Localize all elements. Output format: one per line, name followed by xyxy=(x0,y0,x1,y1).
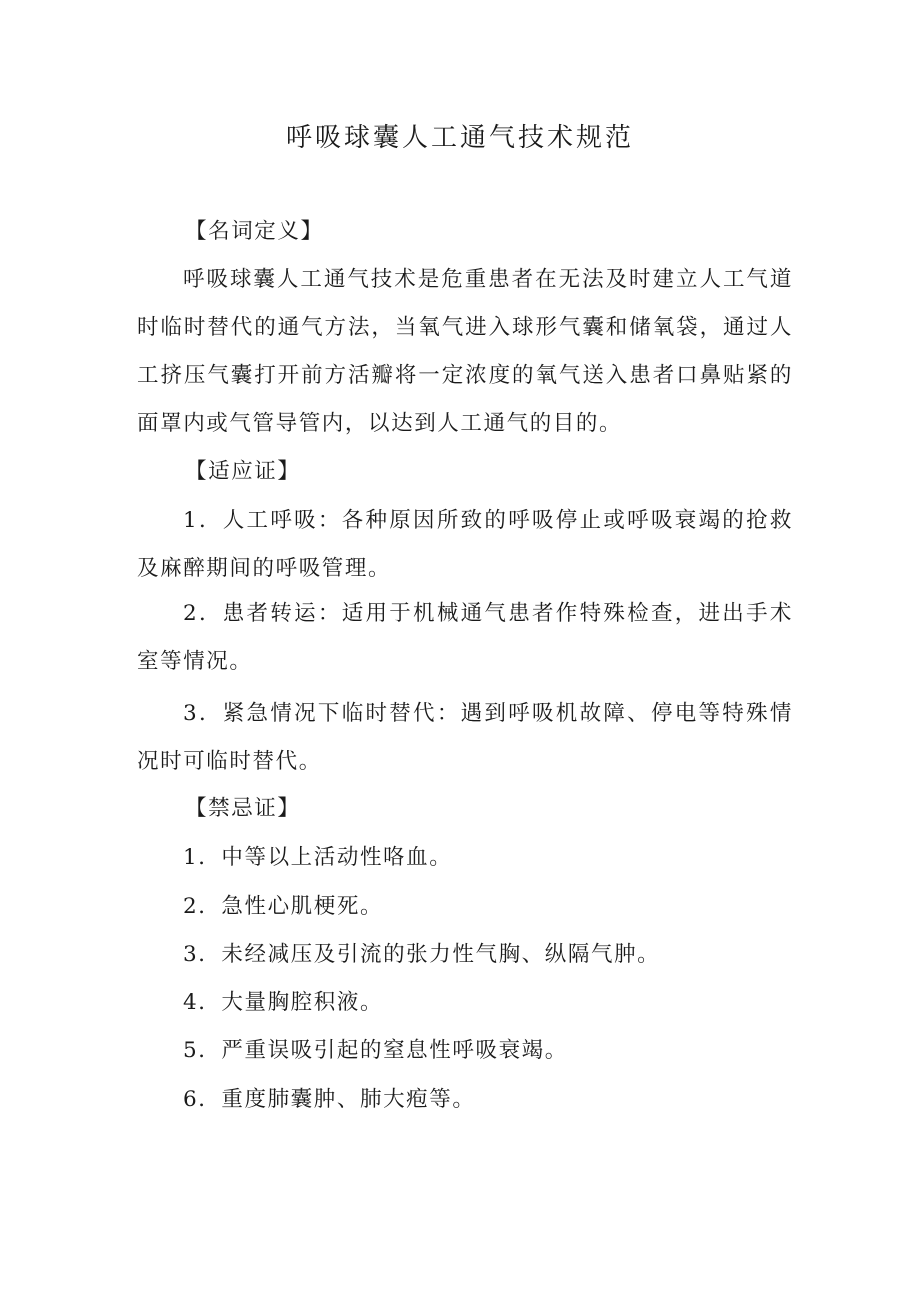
indication-item-1 xyxy=(137,497,793,593)
contraindication-item-4: 4．大量胸腔积液。 xyxy=(183,990,384,1015)
indication-item-3 xyxy=(137,690,793,786)
indication-item-2 xyxy=(137,590,793,686)
definition-text: 呼吸球囊人工通气技术是危重患者在无法及时建立人工气道时临时替代的通气方法，当氧气进入球形气囊和储氧袋，通过人工挤压气囊打开前方活瓣将一定浓度的氧气送入患者口鼻贴紧的面罩内或气管导管内，以达到人工通气的目的。 xyxy=(137,267,793,436)
contraindication-item-5: 5．严重误吸引起的窒息性呼吸衰竭。 xyxy=(183,1038,568,1063)
indication-text-2: 2．患者转运：适用于机械通气患者作特殊检查，进出手术室等情况。 xyxy=(137,601,793,674)
indication-text-3: 3．紧急情况下临时替代：遇到呼吸机故障、停电等特殊情况时可临时替代。 xyxy=(137,701,793,774)
contraindication-item-3: 3．未经减压及引流的张力性气胸、纵隔气肿。 xyxy=(183,942,661,967)
contraindications-heading: 【禁忌证】 xyxy=(185,796,301,821)
contraindication-item-1: 1．中等以上活动性咯血。 xyxy=(183,845,453,870)
contraindication-item-6: 6．重度肺囊肿、肺大疱等。 xyxy=(183,1087,476,1112)
document-title: 呼吸球囊人工通气技术规范 xyxy=(285,123,634,153)
contraindication-item-2: 2．急性心肌梗死。 xyxy=(183,894,384,919)
indication-text-1: 1．人工呼吸：各种原因所致的呼吸停止或呼吸衰竭的抢救及麻醉期间的呼吸管理。 xyxy=(137,508,793,581)
definition-heading: 【名词定义】 xyxy=(185,219,324,244)
indications-heading: 【适应证】 xyxy=(185,459,301,484)
definition-paragraph xyxy=(137,256,793,448)
